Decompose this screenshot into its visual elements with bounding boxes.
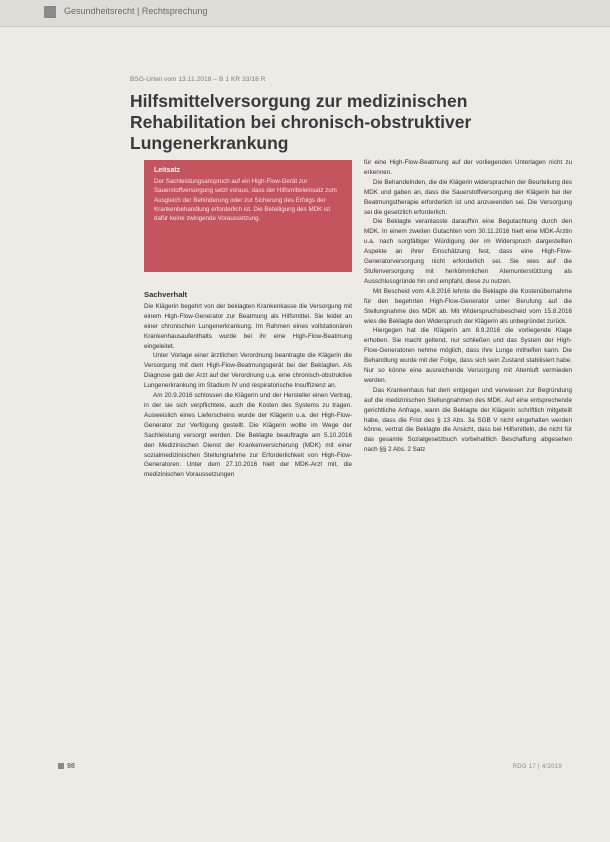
paragraph: Die Behandelnden, die die Klägerin widersprachen der Beurteilung des MDK und gaben an, dass die Sauerstoffversorgung der Klägerin bei der Beatmungstherapie erforderlich ist und anzuwenden sei. Die Versorgung sei die gesetzlich erforderlich. xyxy=(364,178,572,216)
paragraph: Hiergegen hat die Klägerin am 8.9.2016 die vorliegende Klage erhoben. Sie macht geltend, nur schließen und das System der High-Flow-Generatoren nehme möglich, dass ihre Lunge mithelfen kann. Die Behandlung wurde mit der Folge, dass sich sein Zustand stabilisiert habe. Nur so könne eine ausreichende Versorgung mit Atemluft vermieden werden. xyxy=(364,327,572,384)
running-title: Gesundheitsrecht | Rechtsprechung xyxy=(64,6,208,16)
left-column xyxy=(144,290,352,710)
paragraph: Das Krankenhaus hat dem entgegen und verwiesen zur Begründung auf die medizinischen Stellungnahmen des MDK. Auf eine entsprechende gerichtliche Anfrage, wann die Beklagte der Klägerin schriftlich mitgeteilt habe, dass die Frist des § 13 Abs. 3a SGB V nicht eingehalten werden könne, vertrat die Beklagte die Ansicht, dass bei Hilfsmitteln, die nicht für das gesamte Sozialgesetzbuch vorbehaltlich Beschaffung abgesehen nach §§ 2 Abs. 2 Satz xyxy=(364,386,572,454)
article-title: Hilfsmittelversorgung zur medizinischen Rehabilitation bei chronisch-obstruktiver Lungenerkrankung xyxy=(130,91,472,153)
paragraph: Unter Vorlage einer ärztlichen Verordnung beantragte die Klägerin die Versorgung mit dem High-Flow-Beatmungsgerät bei der Beklagten. Als Diagnose gab der Arzt auf der Verordnung u.a. eine chronisch-obstruktive Lungenerkrankung im Stadium IV und respiratorische Insuffizienz an. xyxy=(144,352,352,390)
section-marker-icon xyxy=(44,6,56,18)
paragraph: Mit Bescheid vom 4.8.2016 lehnte die Beklagte die Kostenübernahme für den begehrten High-Flow-Generator unter Berufung auf die Stellungnahme des MDK ab. Mit Widerspruchsbescheid vom 15.8.2016 wies die Beklagte den Widerspruch der Klägerin als unbegründet zurück. xyxy=(364,287,572,325)
paragraph: für eine High-Flow-Beatmung auf der vorliegenden Unterlagen nicht zu erkennen. xyxy=(364,159,572,176)
page-header xyxy=(0,0,610,27)
section-heading: Sachverhalt xyxy=(144,290,188,299)
leitsatz-box xyxy=(144,160,352,272)
leitsatz-heading: Leitsatz xyxy=(154,167,181,174)
paragraph: Am 20.9.2016 schlossen die Klägerin und der Hersteller einen Vertrag, in der sie sich verpflichtete, auch die Kosten des Systems zu tragen. Ausweislich eines Lieferscheins wurde der Klägerin u.a. der High-Flow-Generator zur Verfügung gestellt. Die Klägerin wollte im Wege der Sachleistung versorgt werden. Die Beklagte beauftragte am 5.10.2016 den Medizinischen Dienst der Krankenversicherung (MDK) mit einer sozialmedizinischen Stellungnahme zur Erforderlichkeit von High-Flow-Generatoren. Unter dem 27.10.2016 hielt der MDK-Arzt mit, die medizinischen Voraussetzungen xyxy=(144,392,352,479)
page-number xyxy=(58,763,75,770)
journal-reference: RDG 17 | 4/2019 xyxy=(512,764,562,770)
article-meta: BSG-Urteil vom 13.11.2018 – B 1 KR 33/18 R xyxy=(130,76,266,83)
paragraph: Die Beklagte veranlasste daraufhin eine Begutachtung durch den MDK. In einem zweiten Gutachten vom 30.11.2016 hielt eine MDK-Ärztin u.a. nach sorgfältiger Würdigung der im Widerspruch dargestellten Aspekte an ihrer Einschätzung fest, dass eine High-Flow-Generatorversorgung nicht erforderlich sei. Sie wies auf die Stufenversorgung mit herkömmlichen Atemunterstützung als Ausschlussgründe hin und empfahl, diese zu nutzen. xyxy=(364,218,572,285)
paragraph: Die Klägerin begehrt von der beklagten Krankenkasse die Versorgung mit einem High-Flow-Generator zur Beatmung als Hilfsmittel. Sie leidet an einer chronischen Lungenerkrankung. Im Rahmen eines vollstationären Krankenhausaufenthalts wurde bei ihr eine High-Flow-Beatmung eingeleitet. xyxy=(144,302,352,350)
page-number-text: 98 xyxy=(67,763,75,770)
page-marker-icon xyxy=(58,763,64,769)
leitsatz-text: Der Sachleistungsanspruch auf ein High-Flow-Gerät zur Sauerstoffversorgung setzt voraus, dass der Hilfsmitteleinsatz zum Ausgleich der Behinderung oder zur Sicherung des Erfolgs der Krankenbehandlung erforderlich ist. Die Beteiligung des MDK ist dafür keine zwingende Voraussetzung. xyxy=(154,178,337,223)
right-column xyxy=(364,158,572,698)
